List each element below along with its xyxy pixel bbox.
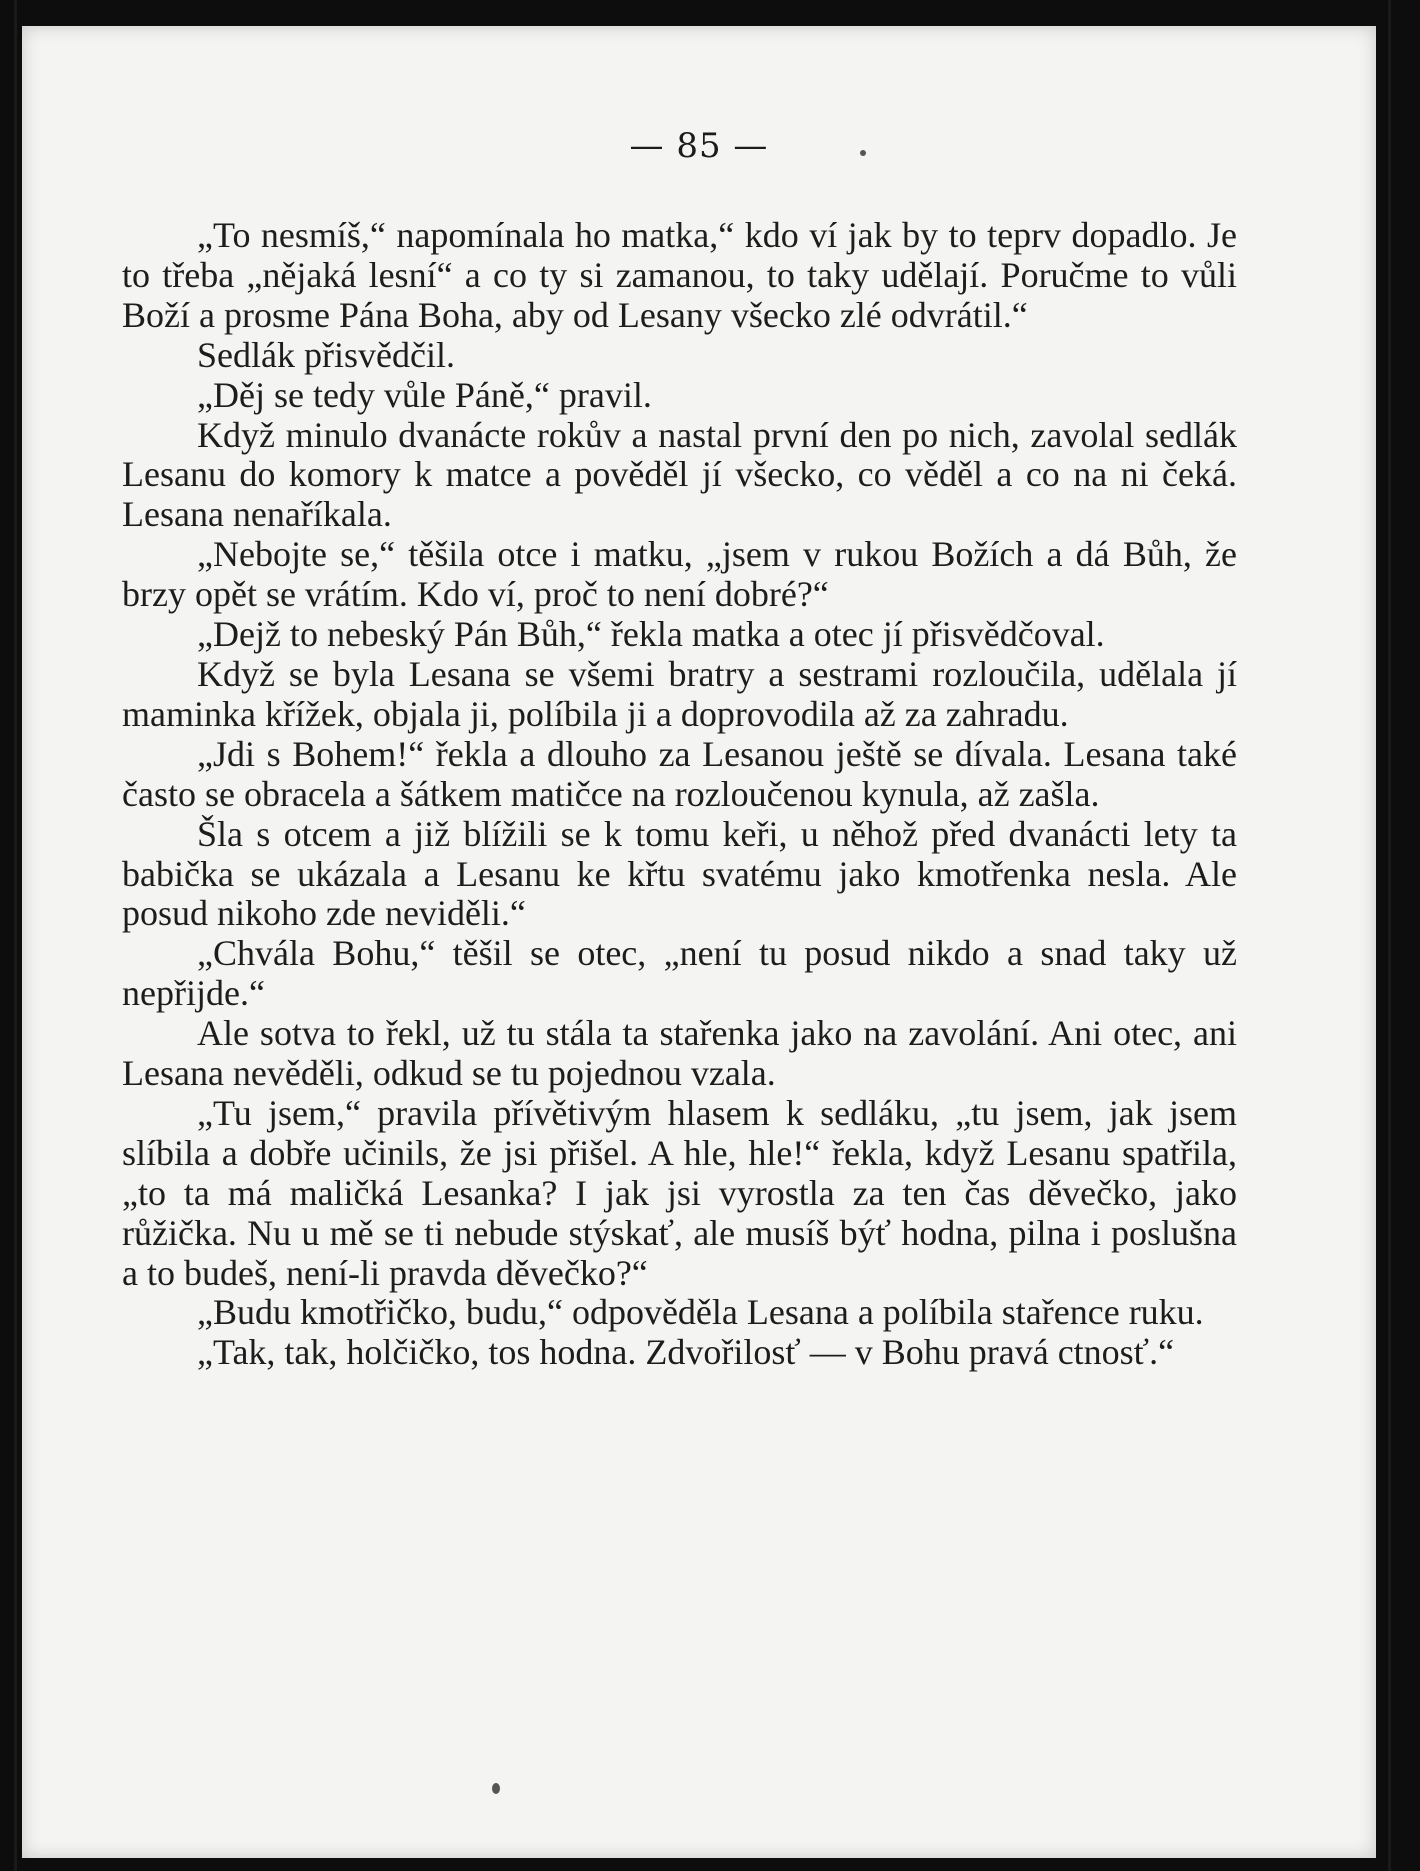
paragraph: Ale sotva to řekl, už tu stála ta stařenka jako na zavolání. Ani otec, ani Lesana nevěděli, odkud se tu pojednou vzala. bbox=[122, 1013, 1237, 1094]
left-scan-edge bbox=[14, 0, 17, 1871]
paragraph: Sedlák přisvědčil. bbox=[197, 334, 455, 375]
paragraph: „Chvála Bohu,“ těšil se otec, „není tu posud nikdo a snad taky už nepřijde.“ bbox=[122, 933, 1237, 1014]
paragraph: „Dejž to nebeský Pán Bůh,“ řekla matka a otec jí přisvědčoval. bbox=[197, 614, 1105, 655]
paragraph: „To nesmíš,“ napomínala ho matka,“ kdo ví jak by to teprv dopadlo. Je to třeba „nějaká lesní“ a co ty si zamanou, to taky udělají. Poručme to vůli Boží a prosme Pána Boha, aby od Lesany všecko zlé odvrátil.“ bbox=[122, 215, 1237, 335]
right-scan-edge bbox=[1388, 0, 1391, 1871]
paragraph: „Děj se tedy vůle Páně,“ pravil. bbox=[197, 374, 652, 415]
paragraph: „Jdi s Bohem!“ řekla a dlouho za Lesanou ještě se dívala. Lesana také často se obracela a šátkem matičce na rozloučenou kynula, až zašla. bbox=[122, 733, 1237, 814]
scan-speck bbox=[492, 1783, 500, 1794]
paragraph: „Tu jsem,“ pravila přívětivým hlasem k sedláku, „tu jsem, jak jsem slíbila a dobře učinils, že jsi přišel. A hle, hle!“ řekla, když Lesanu spatřila, „to ta má maličká Lesanka? I jak jsi vyrostla za ten čas děvečko, jako růžička. Nu u mě se ti nebude stýskať, ale musíš býť hodna, pilna i poslušna a to budeš, není-li pravda děvečko?“ bbox=[122, 1092, 1237, 1293]
scan-speck bbox=[860, 150, 866, 156]
paragraph: „Budu kmotřičko, budu,“ odpověděla Lesana a políbila stařence ruku. bbox=[197, 1292, 1204, 1333]
book-page bbox=[22, 26, 1376, 1858]
paragraph: „Tak, tak, holčičko, tos hodna. Zdvořilosť — v Bohu pravá ctnosť.“ bbox=[197, 1332, 1175, 1373]
body-text bbox=[122, 216, 1237, 1373]
page-number: — 85 — bbox=[629, 126, 769, 166]
paragraph: Když se byla Lesana se všemi bratry a sestrami rozloučila, udělala jí maminka křížek, objala ji, políbila ji a doprovodila až za zahradu. bbox=[122, 653, 1237, 734]
paragraph: Šla s otcem a již blížili se k tomu keři, u něhož před dvanácti lety ta babička se ukázala a Lesanu ke křtu svatému jako kmotřenka nesla. Ale posud nikoho zde neviděli.“ bbox=[122, 813, 1237, 934]
paragraph: „Nebojte se,“ těšila otce i matku, „jsem v rukou Božích a dá Bůh, že brzy opět se vrátím. Kdo ví, proč to není dobré?“ bbox=[122, 534, 1237, 615]
paragraph: Když minulo dvanácte rokův a nastal první den po nich, zavolal sedlák Lesanu do komory k matce a pověděl jí všecko, co věděl a co na ni čeká. Lesana nenaříkala. bbox=[122, 414, 1237, 535]
